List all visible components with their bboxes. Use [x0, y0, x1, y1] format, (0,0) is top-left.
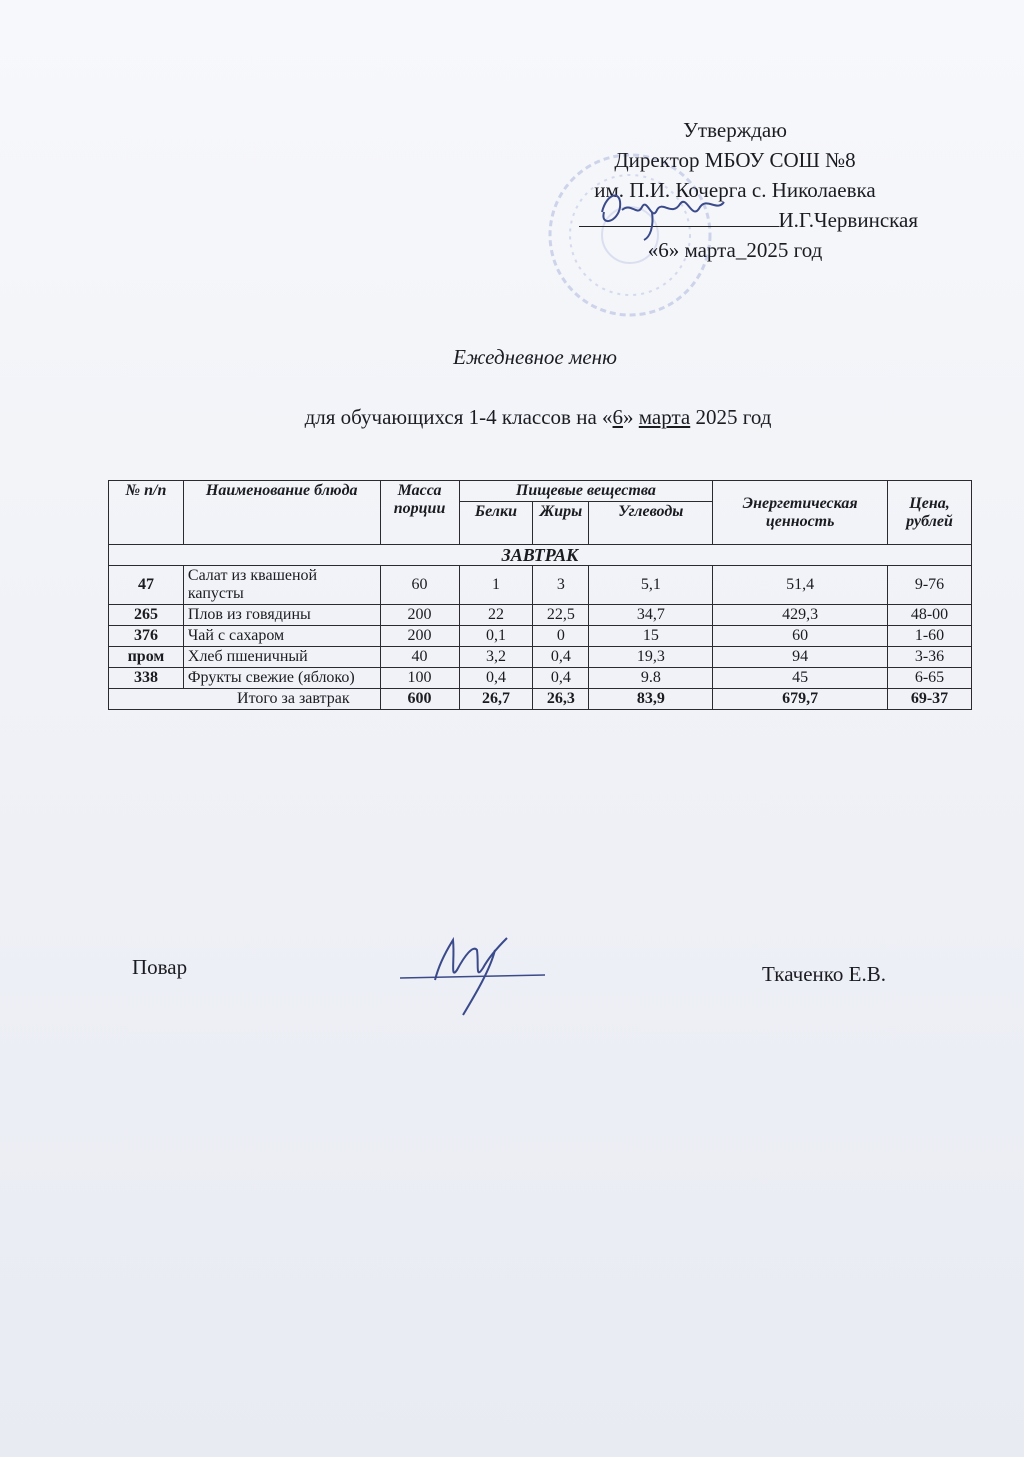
row-carbs: 19,3 [589, 647, 713, 668]
row-energy: 429,3 [713, 605, 888, 626]
row-protein: 0,1 [459, 626, 533, 647]
menu-table [108, 480, 972, 710]
row-num: 338 [109, 668, 184, 689]
row-price: 1-60 [888, 626, 972, 647]
total-label: Итого за завтрак [109, 689, 381, 710]
table-row [109, 626, 972, 647]
subtitle-mid: » [623, 405, 639, 429]
row-num: пром [109, 647, 184, 668]
row-name: Салат из квашеной капусты [183, 566, 380, 605]
section-row [109, 545, 972, 566]
total-protein: 26,7 [459, 689, 533, 710]
row-price: 48-00 [888, 605, 972, 626]
header-nutrients: Пищевые вещества [459, 481, 713, 502]
header-carbs: Углеводы [589, 502, 713, 545]
row-carbs: 5,1 [589, 566, 713, 605]
row-energy: 45 [713, 668, 888, 689]
row-carbs: 9.8 [589, 668, 713, 689]
total-carbs: 83,9 [589, 689, 713, 710]
row-num: 376 [109, 626, 184, 647]
total-energy: 679,7 [713, 689, 888, 710]
header-mass: Масса порции [380, 481, 459, 545]
cook-name: Ткаченко Е.В. [762, 962, 887, 986]
director-signature [592, 182, 732, 242]
row-name: Хлеб пшеничный [183, 647, 380, 668]
row-fat: 3 [533, 566, 589, 605]
header-num: № п/п [109, 481, 184, 545]
row-price: 9-76 [888, 566, 972, 605]
row-mass: 200 [380, 605, 459, 626]
row-num: 47 [109, 566, 184, 605]
row-energy: 94 [713, 647, 888, 668]
row-fat: 0,4 [533, 647, 589, 668]
header-protein: Белки [459, 502, 533, 545]
approve-heading: Утверждаю [683, 118, 787, 142]
total-price: 69-37 [888, 689, 972, 710]
row-protein: 22 [459, 605, 533, 626]
subtitle-month: марта [638, 405, 691, 429]
row-name: Плов из говядины [183, 605, 380, 626]
header-fat: Жиры [533, 502, 589, 545]
header-price: Цена, рублей [888, 481, 972, 545]
row-carbs: 15 [589, 626, 713, 647]
header-energy: Энергетическая ценность [713, 481, 888, 545]
table-header-row [109, 481, 972, 502]
row-name: Фрукты свежие (яблоко) [183, 668, 380, 689]
row-energy: 51,4 [713, 566, 888, 605]
row-protein: 1 [459, 566, 533, 605]
table-row [109, 566, 972, 605]
row-num: 265 [109, 605, 184, 626]
row-mass: 200 [380, 626, 459, 647]
row-carbs: 34,7 [589, 605, 713, 626]
school-name: им. П.И. Кочерга с. Николаевка [594, 178, 876, 202]
document-subtitle [0, 405, 1024, 430]
row-price: 6-65 [888, 668, 972, 689]
table-row [109, 605, 972, 626]
approval-date: «6» марта_2025 год [647, 238, 823, 262]
signer-name: И.Г.Червинская [778, 208, 918, 232]
row-fat: 22,5 [533, 605, 589, 626]
cook-signature [395, 930, 555, 1020]
section-breakfast: ЗАВТРАК [109, 545, 972, 566]
row-fat: 0,4 [533, 668, 589, 689]
subtitle-prefix: для обучающихся 1-4 классов на « [304, 405, 613, 429]
subtitle-day: 6 [612, 405, 624, 429]
director-position: Директор МБОУ СОШ №8 [614, 148, 856, 172]
row-energy: 60 [713, 626, 888, 647]
total-mass: 600 [380, 689, 459, 710]
row-mass: 40 [380, 647, 459, 668]
row-protein: 3,2 [459, 647, 533, 668]
table-row [109, 668, 972, 689]
document-title: Ежедневное меню [453, 345, 617, 369]
row-name: Чай с сахаром [183, 626, 380, 647]
row-fat: 0 [533, 626, 589, 647]
subtitle-suffix: 2025 год [690, 405, 772, 429]
cook-role: Повар [132, 955, 188, 979]
row-price: 3-36 [888, 647, 972, 668]
header-name: Наименование блюда [183, 481, 380, 545]
row-mass: 60 [380, 566, 459, 605]
table-row [109, 647, 972, 668]
total-fat: 26,3 [533, 689, 589, 710]
row-mass: 100 [380, 668, 459, 689]
row-protein: 0,4 [459, 668, 533, 689]
total-row [109, 689, 972, 710]
